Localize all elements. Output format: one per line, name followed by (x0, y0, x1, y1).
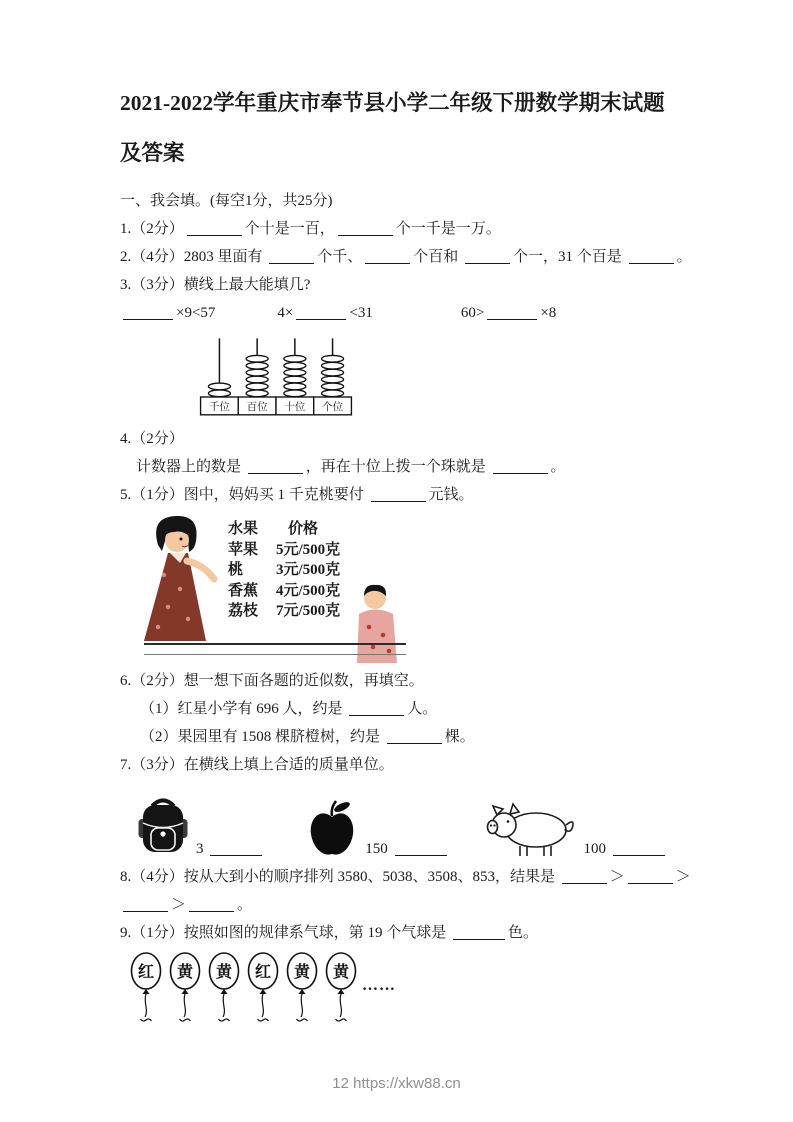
answer-blank (189, 896, 234, 912)
price-header: 水果 价格 (228, 521, 319, 537)
balloon-icon (323, 951, 359, 1029)
question-9 (120, 919, 682, 947)
question-1 (120, 215, 682, 243)
backpack-icon (138, 797, 188, 859)
svg-text:黄: 黄 (176, 964, 194, 981)
mass-caption (196, 839, 265, 859)
abacus-icon (190, 331, 362, 419)
price-row: 桃 3元/500克 (228, 562, 341, 578)
balloon-icon (245, 951, 281, 1029)
text-run: ＞ (675, 869, 691, 885)
answer-blank (349, 700, 404, 716)
svg-text:黄: 黄 (293, 964, 311, 981)
fruit-price-figure (130, 511, 682, 663)
svg-text:黄: 黄 (215, 964, 233, 981)
exam-title: 2021-2022学年重庆市奉节县小学二年级下册数学期末试题及答案 (120, 91, 665, 165)
svg-text:十位: 十位 (284, 402, 306, 414)
abacus-figure (190, 331, 682, 423)
answer-blank (296, 304, 346, 320)
balloon-row (128, 951, 682, 1029)
question-6-sub2 (120, 723, 682, 751)
svg-text:个位: 个位 (322, 402, 344, 414)
question-2 (120, 243, 692, 271)
answer-blank (123, 896, 168, 912)
answer-blank (210, 840, 262, 856)
text-run: 个千、 (317, 249, 363, 265)
text-run: 100 (583, 841, 610, 857)
text-run: 。 (550, 459, 566, 475)
text-run: 150 (365, 841, 392, 857)
question-6-stem: 6.（2分）想一想下面各题的近似数，再填空。 (120, 673, 424, 689)
question-7-stem: 7.（3分）在横线上填上合适的质量单位。 (120, 757, 394, 773)
answer-blank (453, 924, 505, 940)
text-run: （1）红星小学有 696 人，约是 (140, 701, 347, 717)
mass-item-apple (307, 799, 449, 859)
answer-blank (613, 840, 665, 856)
text-run: ＞ (171, 897, 187, 913)
price-row: 香蕉 4元/500克 (228, 582, 341, 599)
apple-icon (307, 799, 357, 859)
pig-icon (484, 799, 576, 859)
answer-blank (628, 868, 673, 884)
balloon-icon (128, 951, 164, 1029)
woman-icon (130, 511, 230, 663)
text-run: 个一千是一万。 (395, 221, 501, 237)
answer-blank (371, 486, 426, 502)
text-run: 1.（2分） (120, 221, 184, 237)
text-run: 8.（4分）按从大到小的顺序排列 3580、5038、3508、853，结果是 (120, 869, 559, 885)
price-row: 荔枝 7元/500克 (228, 603, 341, 619)
question-6-sub1 (120, 695, 682, 723)
mass-caption (584, 839, 668, 859)
text-run: 。 (237, 897, 253, 913)
svg-text:红: 红 (137, 964, 155, 981)
text-run: ×9<57 (176, 305, 216, 321)
text-run: 3 (196, 841, 208, 857)
question-8-continued (120, 891, 682, 919)
answer-blank (629, 248, 674, 264)
text-run: （2）果园里有 1508 棵脐橙树，约是 (140, 729, 384, 745)
svg-text:百位: 百位 (246, 402, 268, 414)
page-footer: 12 https://xkw88.cn (332, 1075, 461, 1092)
answer-blank (365, 248, 410, 264)
answer-blank (395, 840, 447, 856)
question-4-stem: 4.（2分） (120, 431, 184, 447)
answer-blank (269, 248, 314, 264)
answer-blank (487, 304, 537, 320)
text-run: ，再在十位上拨一个珠就是 (305, 459, 490, 475)
question-3-blanks (120, 299, 682, 327)
answer-blank (123, 304, 173, 320)
svg-text:黄: 黄 (332, 964, 350, 981)
answer-blank (493, 458, 548, 474)
text-run: 人。 (407, 701, 438, 717)
mass-item-backpack (138, 797, 265, 859)
price-row: 苹果 5元/500克 (228, 541, 341, 558)
question-4-blanks (120, 453, 682, 481)
text-run: 个一，31 个百是 (513, 249, 626, 265)
answer-blank (562, 868, 607, 884)
text-run: 元钱。 (428, 487, 474, 503)
mass-caption (365, 839, 449, 859)
text-run: 。 (676, 249, 692, 265)
question-3-stem: 3.（3分）横线上最大能填几? (120, 277, 311, 293)
answer-blank (187, 220, 242, 236)
text-run: <31 (349, 305, 373, 321)
balloon-icon (167, 951, 203, 1029)
question-7-figures (120, 787, 682, 859)
text-run: 棵。 (444, 729, 475, 745)
balloon-icon (284, 951, 320, 1029)
section-heading: 一、我会填。(每空1分，共25分) (120, 193, 333, 209)
answer-blank (465, 248, 510, 264)
svg-text:千位: 千位 (208, 402, 230, 414)
answer-blank (248, 458, 303, 474)
balloon-icon (206, 951, 242, 1029)
text-run: 色。 (508, 925, 539, 941)
text-run: ×8 (540, 305, 557, 321)
question-5 (120, 481, 682, 509)
svg-text:红: 红 (254, 964, 272, 981)
text-run: ＞ (609, 869, 625, 885)
price-list (228, 519, 340, 622)
answer-blank (387, 728, 442, 744)
text-run: 4× (277, 305, 294, 321)
mass-item-pig (484, 799, 668, 859)
ellipsis: …… (362, 977, 396, 994)
text-run: 个十是一百， (244, 221, 335, 237)
text-run: 9.（1分）按照如图的规律系气球，第 19 个气球是 (120, 925, 451, 941)
table-edge (144, 643, 406, 655)
text-run: 5.（1分）图中，妈妈买 1 千克桃要付 (120, 487, 368, 503)
text-run: 60> (460, 305, 485, 321)
text-run: 计数器上的数是 (136, 459, 245, 475)
text-run: 2.（4分）2803 里面有 (120, 249, 267, 265)
text-run: 个百和 (413, 249, 463, 265)
question-8 (120, 863, 691, 891)
exam-content (120, 78, 692, 1029)
answer-blank (338, 220, 393, 236)
